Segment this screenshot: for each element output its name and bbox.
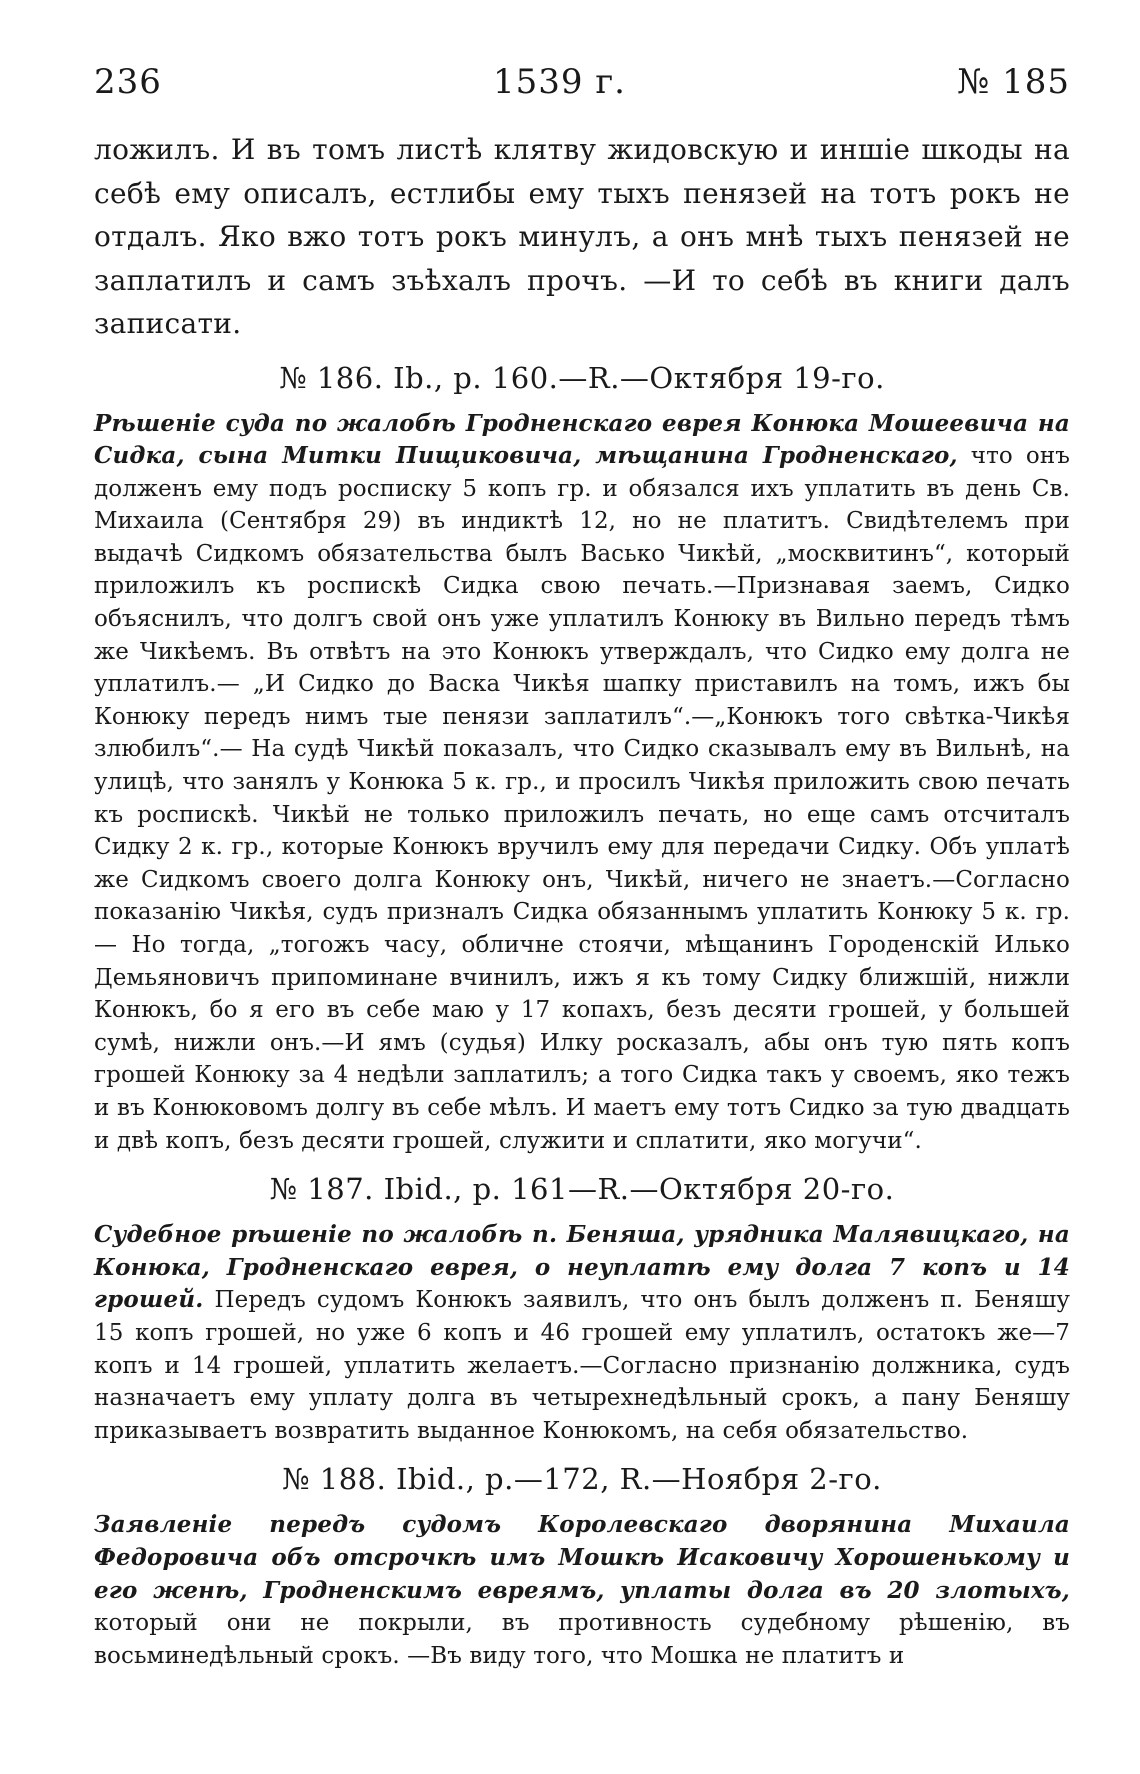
page-header [94,62,1070,102]
continuation-paragraph: ложилъ. И въ томъ листѣ клятву жидовскую и иншіе шкоды на себѣ ему описалъ, естлибы ему тыхъ пенязей на тотъ рокъ не отдалъ. Яко вжо тотъ рокъ минулъ, а онъ мнѣ тыхъ пенязей не заплатилъ и самъ зъѣхалъ прочъ. —И то себѣ въ книги далъ записати. [94,133,1070,340]
entry-summary: Судебное рѣшеніе по жалобѣ п. Беняша, урядника Малявицкаго, на Конюка, Гродненскаго еврея, о неуплатѣ ему долга 7 копъ и 14 грошей. [94,1221,1070,1314]
entry-title: № 187. Ibid., p. 161—R.—Октября 20-го. [269,1172,895,1207]
document-number: № 185 [957,62,1070,102]
entry-paragraph [94,408,1070,1158]
page-year: 1539 г. [493,62,626,102]
entry-text: Передъ судомъ Конюкъ заявилъ, что онъ былъ долженъ п. Беняшу 15 копъ грошей, но уже 6 копъ и 46 грошей ему уплатилъ, остатокъ же—7 копъ и 14 грошей, уплатить желаетъ.—Согласно признанію должника, судъ назначаетъ ему уплату долга въ четырехнедѣльный срокъ, а пану Беняшу приказываетъ возвратить выданное Конюкомъ, на себя обязательство. [94,1287,1070,1444]
entry-188 [94,1459,1070,1672]
page-number: 236 [94,62,162,102]
entry-summary: Заявленіе передъ судомъ Королевскаго дворянина Михаила Федоровича объ отсрочкѣ имъ Мошкѣ Исаковичу Хорошенькому и его женѣ, Гродненскимъ евреямъ, уплаты долга въ 20 злотыхъ, [94,1511,1070,1604]
entry-text: что онъ долженъ ему подъ росписку 5 копъ гр. и обязался ихъ уплатить въ день Св. Михаила (Сентября 29) въ индиктѣ 12, но не платитъ. Свидѣтелемъ при выдачѣ Сидкомъ обязательства былъ Васько Чикѣй, „москвитинъ“, который приложилъ къ роспискѣ Сидка свою печать.—Признавая заемъ, Сидко объяснилъ, что долгъ свой онъ уже уплатилъ Конюку въ Вильно передъ тѣмъ же Чикѣемъ. Въ отвѣтъ на это Конюкъ утверждалъ, что Сидко ему долга не уплатилъ.— „И Сидко до Васка Чикѣя шапку приставилъ на томъ, ижъ бы Конюку передъ нимъ тые пенязи заплатилъ“.—„Конюкъ того свѣтка-Чикѣя злюбилъ“.— На судѣ Чикѣй показалъ, что Сидко сказывалъ ему въ Вильнѣ, на улицѣ, что занялъ у Конюка 5 к. гр., и просилъ Чикѣя приложить свою печать къ роспискѣ. Чикѣй не только приложилъ печать, но еще самъ отсчиталъ Сидку 2 к. гр., которые Конюкъ вручилъ ему для передачи Сидку. Объ уплатѣ же Сидкомъ своего долга Конюку онъ, Чикѣй, ничего не знаетъ.—Согласно показанію Чикѣя, судъ призналъ Сидка обязаннымъ уплатить Конюку 5 к. гр. — Но тогда, „тогожъ часу, обличне стоячи, мѣщанинъ Городенскій Илько Демьяновичъ припоминане вчинилъ, ижъ я къ тому Сидку ближшій, нижли Конюкъ, бо я его въ себе маю у 17 копахъ, безъ десяти грошей, у большей сумѣ, нижли онъ.—И ямъ (судья) Илку росказалъ, абы онъ тую пять копъ грошей Конюку за 4 недѣли заплатилъ; а того Сидка такъ у своемъ, яко тежъ и въ Конюковомъ долгу въ себе мѣлъ. И маетъ ему тотъ Сидко за тую двадцать и двѣ копъ, безъ десяти грошей, служити и сплатити, яко могучи“. [94,443,1070,1154]
entry-title: № 186. Ib., p. 160.—R.—Октября 19-го. [279,360,885,395]
entry-186 [94,358,1070,1158]
entry-title: № 188. Ibid., p.—172, R.—Ноября 2-го. [282,1462,882,1497]
entry-paragraph [94,1219,1070,1447]
entry-text: который они не покрыли, въ противность судебному рѣшенію, въ восьминедѣльный срокъ. —Въ виду того, что Мошка не платитъ и [94,1610,1070,1669]
entry-paragraph [94,1509,1070,1672]
entry-187 [94,1169,1070,1447]
entry-summary: Рѣшеніе суда по жалобѣ Гродненскаго еврея Конюка Мошеевича на Сидка, сына Митки Пищиковича, мѣщанина Гродненскаго, [94,409,1070,470]
